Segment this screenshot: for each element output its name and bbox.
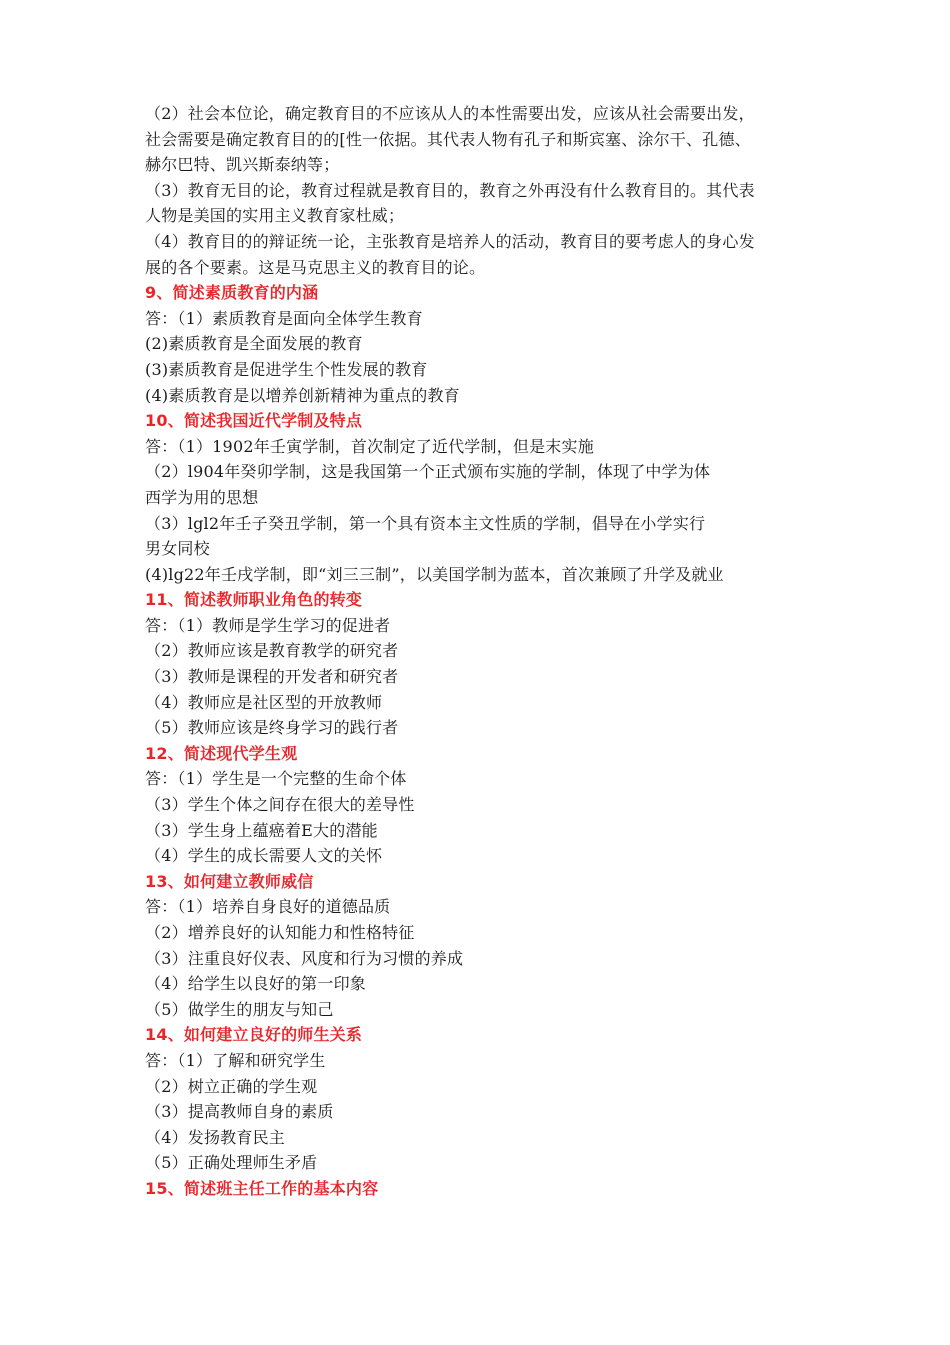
section-heading: 15、简述班主任工作的基本内容 [145, 1178, 379, 1198]
section-heading: 14、如何建立良好的师生关系 [145, 1025, 363, 1045]
text-line: （5）教师应该是终身学习的践行者 [145, 718, 399, 738]
text-line: 答：（1）培养自身良好的道德品质 [145, 897, 391, 917]
text-line: 答：（1）素质教育是面向全体学生教育 [145, 308, 423, 328]
document-body [145, 101, 815, 1202]
text-line: （4）发扬教育民主 [145, 1127, 285, 1147]
text-line: (3)素质教育是促进学生个性发展的教育 [145, 359, 428, 379]
text-line: 社会需要是确定教育目的的[性一依据。其代表人物有孔子和斯宾塞、涂尔干、孔德、 [145, 129, 751, 149]
section-heading: 9、简述素质教育的内涵 [145, 283, 319, 303]
text-line: (4)素质教育是以增养创新精神为重点的教育 [145, 385, 460, 405]
text-line: （2）教师应该是教育教学的研究者 [145, 641, 399, 661]
text-line: （3）注重良好仪表、风度和行为习惯的养成 [145, 948, 464, 968]
section-heading: 13、如何建立教师威信 [145, 871, 314, 891]
text-line: 人物是美国的实用主义教育家杜威； [145, 206, 405, 226]
text-line: （2）社会本位论，确定教育目的不应该从人的本性需要出发，应该从社会需要出发， [145, 104, 755, 123]
text-line: (4)lg22年壬戌学制，即“刘三三制”，以美国学制为蓝本，首次兼顾了升学及就业 [145, 564, 724, 584]
text-line: （4）给学生以良好的第一印象 [145, 974, 366, 994]
text-line: （3）学生个体之间存在很大的差导性 [145, 795, 415, 815]
text-line: （5）做学生的朋友与知己 [145, 999, 334, 1019]
text-line: 答：（1）1902年壬寅学制，首次制定了近代学制，但是末实施 [145, 436, 594, 456]
section-heading: 12、简述现代学生观 [145, 743, 298, 763]
text-line: （2）l904年癸卯学制，这是我国第一个正式颁布实施的学制，体现了中学为体 [145, 462, 711, 482]
text-line: （3）lgl2年壬子癸丑学制，第一个具有资本主文性质的学制，倡导在小学实行 [145, 513, 706, 533]
text-line: （4）教育目的的辩证统一论，主张教育是培养人的活动，教育目的要考虑人的身心发 [145, 231, 755, 251]
text-line: 答：（1）了解和研究学生 [145, 1050, 326, 1070]
text-line: 西学为用的思想 [145, 487, 259, 507]
text-line: （3）教育无目的论，教育过程就是教育目的，教育之外再没有什么教育目的。其代表 [145, 180, 755, 200]
text-line: (2)素质教育是全面发展的教育 [145, 334, 363, 354]
text-line: 答：（1）学生是一个完整的生命个体 [145, 769, 407, 789]
section-heading: 10、简述我国近代学制及特点 [145, 411, 363, 431]
text-line: 男女同校 [145, 539, 210, 559]
text-line: （5）正确处理师生矛盾 [145, 1153, 318, 1173]
text-line: （3）提高教师自身的素质 [145, 1102, 334, 1122]
text-line: 答：（1）教师是学生学习的促进者 [145, 615, 391, 635]
text-line: （2）树立正确的学生观 [145, 1076, 318, 1096]
text-line: （4）教师应是社区型的开放教师 [145, 692, 383, 712]
text-line: （3）学生身上蕴癌着E大的潜能 [145, 820, 378, 840]
text-line: 展的各个要素。这是马克思主义的教育目的论。 [145, 257, 486, 277]
section-heading: 11、简述教师职业角色的转变 [145, 590, 363, 610]
text-line: （3）教师是课程的开发者和研究者 [145, 667, 399, 687]
text-line: （4）学生的成长需要人文的关怀 [145, 846, 383, 866]
text-line: 赫尔巴特、凯兴斯泰纳等； [145, 155, 340, 175]
text-line: （2）增养良好的认知能力和性格特征 [145, 923, 415, 942]
